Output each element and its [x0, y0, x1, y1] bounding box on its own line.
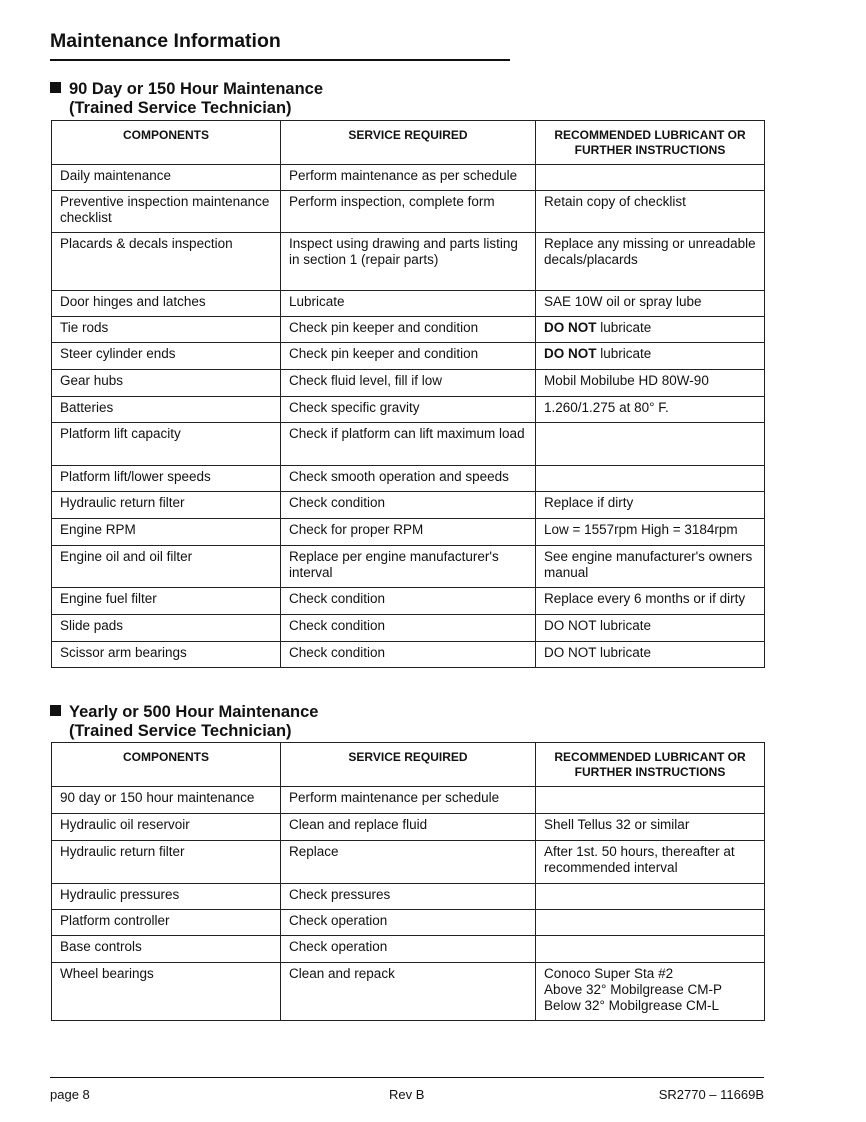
cell-component: Placards & decals inspection: [52, 233, 281, 291]
column-header-service-required: SERVICE REQUIRED: [281, 121, 536, 165]
cell-component: Preventive inspection maintenance checklist: [52, 191, 281, 233]
cell-service-required: Check condition: [281, 615, 536, 642]
table-row: [52, 423, 765, 466]
cell-component: 90 day or 150 hour maintenance: [52, 787, 281, 814]
cell-lubricant: [536, 884, 765, 910]
cell-lubricant: Shell Tellus 32 or similar: [536, 814, 765, 841]
cell-service-required: Perform maintenance as per schedule: [281, 165, 536, 191]
footer-revision: Rev B: [389, 1087, 425, 1102]
table-row: [52, 233, 765, 291]
table-row: [52, 910, 765, 936]
section-yearly-heading: [50, 703, 318, 741]
section-subtitle: (Trained Service Technician): [69, 722, 292, 740]
cell-service-required: Check condition: [281, 492, 536, 519]
section-subtitle: (Trained Service Technician): [69, 99, 292, 117]
table-row: [52, 615, 765, 642]
cell-service-required: Lubricate: [281, 291, 536, 317]
cell-lubricant: 1.260/1.275 at 80° F.: [536, 397, 765, 423]
column-header-service-required: SERVICE REQUIRED: [281, 743, 536, 787]
cell-component: Slide pads: [52, 615, 281, 642]
column-header-components: COMPONENTS: [52, 121, 281, 165]
footer-rule: [50, 1077, 764, 1078]
cell-component: Platform lift capacity: [52, 423, 281, 466]
cell-service-required: Check pressures: [281, 884, 536, 910]
cell-service-required: Check smooth operation and speeds: [281, 466, 536, 492]
cell-component: Hydraulic return filter: [52, 492, 281, 519]
cell-lubricant: Retain copy of checklist: [536, 191, 765, 233]
cell-lubricant: [536, 165, 765, 191]
cell-component: Wheel bearings: [52, 963, 281, 1021]
cell-component: Steer cylinder ends: [52, 343, 281, 370]
cell-lubricant: [536, 787, 765, 814]
section-90-day-heading: [50, 80, 323, 118]
cell-lubricant: DO NOT lubricate: [536, 642, 765, 668]
cell-lubricant: See engine manufacturer's owners manual: [536, 546, 765, 588]
cell-component: Base controls: [52, 936, 281, 963]
cell-lubricant: After 1st. 50 hours, thereafter at recommended interval: [536, 841, 765, 884]
cell-component: Engine RPM: [52, 519, 281, 546]
cell-lubricant: Replace any missing or unreadable decals/placards: [536, 233, 765, 291]
cell-lubricant: DO NOT lubricate: [536, 615, 765, 642]
cell-service-required: Check pin keeper and condition: [281, 343, 536, 370]
cell-component: Batteries: [52, 397, 281, 423]
cell-lubricant: DO NOT lubricate: [536, 343, 765, 370]
maintenance-table-90-day: [51, 120, 765, 668]
cell-component: Platform lift/lower speeds: [52, 466, 281, 492]
table-row: [52, 397, 765, 423]
cell-component: Door hinges and latches: [52, 291, 281, 317]
table-row: [52, 884, 765, 910]
table-row: [52, 546, 765, 588]
cell-component: Engine fuel filter: [52, 588, 281, 615]
column-header-components: COMPONENTS: [52, 743, 281, 787]
cell-service-required: Check condition: [281, 588, 536, 615]
cell-service-required: Check operation: [281, 910, 536, 936]
column-header-lubricant: RECOMMENDED LUBRICANT OR FURTHER INSTRUCTIONS: [536, 743, 765, 787]
cell-lubricant: SAE 10W oil or spray lube: [536, 291, 765, 317]
cell-service-required: Perform inspection, complete form: [281, 191, 536, 233]
table-row: [52, 814, 765, 841]
cell-service-required: Clean and replace fluid: [281, 814, 536, 841]
table-row: [52, 642, 765, 668]
cell-service-required: Check fluid level, fill if low: [281, 370, 536, 397]
table-row: [52, 191, 765, 233]
footer-page-number: page 8: [50, 1087, 90, 1102]
cell-service-required: Check operation: [281, 936, 536, 963]
cell-component: Tie rods: [52, 317, 281, 343]
cell-lubricant: DO NOT lubricate: [536, 317, 765, 343]
cell-lubricant: [536, 423, 765, 466]
cell-service-required: Check if platform can lift maximum load: [281, 423, 536, 466]
table-header-row: [52, 743, 765, 787]
cell-component: Hydraulic oil reservoir: [52, 814, 281, 841]
cell-service-required: Replace: [281, 841, 536, 884]
table-row: [52, 519, 765, 546]
cell-lubricant: Mobil Mobilube HD 80W-90: [536, 370, 765, 397]
cell-service-required: Check for proper RPM: [281, 519, 536, 546]
table-row: [52, 588, 765, 615]
square-bullet-icon: [50, 82, 61, 93]
table-header-row: [52, 121, 765, 165]
section-title: Yearly or 500 Hour Maintenance: [69, 703, 319, 721]
table-row: [52, 370, 765, 397]
cell-lubricant: Replace if dirty: [536, 492, 765, 519]
cell-service-required: Perform maintenance per schedule: [281, 787, 536, 814]
column-header-lubricant: RECOMMENDED LUBRICANT OR FURTHER INSTRUCTIONS: [536, 121, 765, 165]
cell-lubricant: Low = 1557rpm High = 3184rpm: [536, 519, 765, 546]
cell-component: Daily maintenance: [52, 165, 281, 191]
table-row: [52, 466, 765, 492]
cell-component: Platform controller: [52, 910, 281, 936]
footer-document-id: SR2770 – 11669B: [658, 1087, 764, 1102]
cell-component: Hydraulic pressures: [52, 884, 281, 910]
cell-lubricant: Replace every 6 months or if dirty: [536, 588, 765, 615]
cell-lubricant: Conoco Super Sta #2 Above 32° Mobilgrease CM-P Below 32° Mobilgrease CM-L: [536, 963, 765, 1021]
table-row: [52, 317, 765, 343]
section-title: 90 Day or 150 Hour Maintenance: [69, 80, 324, 98]
cell-lubricant: [536, 910, 765, 936]
cell-lubricant: [536, 936, 765, 963]
table-row: [52, 841, 765, 884]
cell-service-required: Check condition: [281, 642, 536, 668]
table-row: [52, 787, 765, 814]
cell-component: Engine oil and oil filter: [52, 546, 281, 588]
cell-service-required: Replace per engine manufacturer's interval: [281, 546, 536, 588]
cell-lubricant: [536, 466, 765, 492]
title-rule: [50, 59, 510, 61]
table-row: [52, 936, 765, 963]
maintenance-table-yearly: [51, 742, 765, 1021]
cell-component: Gear hubs: [52, 370, 281, 397]
table-row: [52, 963, 765, 1021]
page-title: Maintenance Information: [50, 30, 281, 52]
square-bullet-icon: [50, 705, 61, 716]
cell-service-required: Check specific gravity: [281, 397, 536, 423]
table-row: [52, 165, 765, 191]
table-row: [52, 492, 765, 519]
cell-component: Scissor arm bearings: [52, 642, 281, 668]
table-row: [52, 343, 765, 370]
cell-service-required: Clean and repack: [281, 963, 536, 1021]
cell-component: Hydraulic return filter: [52, 841, 281, 884]
cell-service-required: Inspect using drawing and parts listing in section 1 (repair parts): [281, 233, 536, 291]
table-row: [52, 291, 765, 317]
cell-service-required: Check pin keeper and condition: [281, 317, 536, 343]
